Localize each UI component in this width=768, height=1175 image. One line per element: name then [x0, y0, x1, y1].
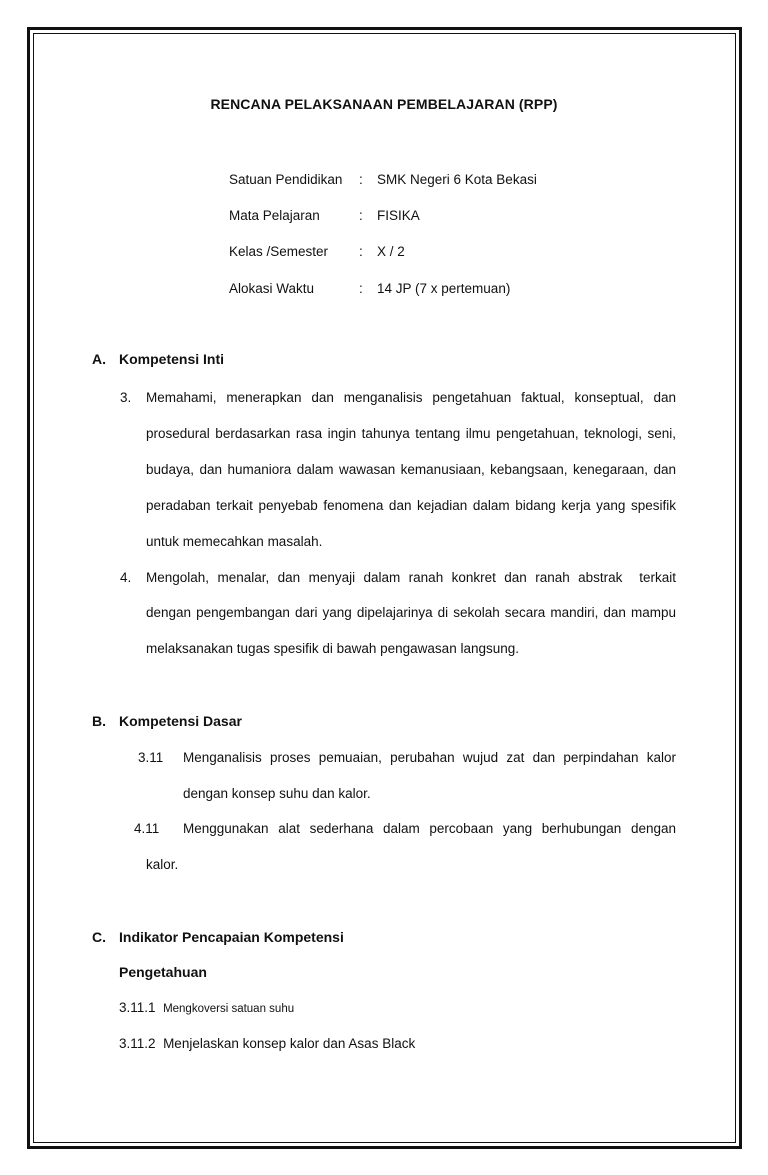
indicator-number: 3.11.1 [119, 1000, 156, 1015]
indicator-text: Menjelaskan konsep kalor dan Asas Black [163, 1036, 416, 1051]
kd-text-line: dengan konsep suhu dan kalor. [183, 786, 371, 801]
identity-value: FISIKA [377, 208, 420, 223]
kd-number: 3.11 [138, 750, 164, 765]
section-letter: B. [92, 713, 106, 729]
identity-colon: : [359, 281, 363, 296]
ki-text-line: dengan pengembangan dari yang dipelajarinya di sekolah secara mandiri, dan mampu [146, 605, 676, 620]
identity-value: 14 JP (7 x pertemuan) [377, 281, 511, 296]
identity-colon: : [359, 172, 363, 187]
section-letter: C. [92, 929, 106, 945]
section-letter: A. [92, 351, 106, 367]
identity-value: X / 2 [377, 244, 405, 259]
identity-label: Kelas /Semester [229, 244, 329, 259]
ki-text-line: Memahami, menerapkan dan menganalisis pengetahuan faktual, konseptual, dan [146, 390, 676, 405]
indicator-number: 3.11.2 [119, 1036, 156, 1051]
ki-number: 4. [120, 570, 132, 585]
identity-colon: : [359, 208, 363, 223]
document-title: RENCANA PELAKSANAAN PEMBELAJARAN (RPP) [210, 96, 558, 112]
ki-text-line: budaya, dan humaniora dalam wawasan kemanusiaan, kebangsaan, kenegaraan, dan [146, 462, 676, 477]
identity-value: SMK Negeri 6 Kota Bekasi [377, 172, 537, 187]
section-a-heading [92, 351, 224, 367]
kd-text-line: kalor. [146, 857, 179, 872]
identity-label: Mata Pelajaran [229, 208, 320, 223]
indicator-text: Mengkoversi satuan suhu [163, 1003, 295, 1015]
section-title: Kompetensi Dasar [119, 713, 242, 729]
ki-text-line: Mengolah, menalar, dan menyaji dalam ranah konkret dan ranah abstrak terkait [146, 570, 676, 585]
section-c-heading [92, 929, 344, 945]
ki-text-line: untuk memecahkan masalah. [146, 534, 323, 549]
kd-text-line: Menganalisis proses pemuaian, perubahan wujud zat dan perpindahan kalor [183, 750, 676, 765]
section-title: Indikator Pencapaian Kompetensi [119, 929, 344, 945]
indicator-item [119, 1036, 415, 1051]
identity-label: Satuan Pendidikan [229, 172, 343, 187]
ki-text-line: prosedural berdasarkan rasa ingin tahunya tentang ilmu pengetahuan, teknologi, seni, [146, 426, 676, 441]
ki-text-line: melaksanakan tugas spesifik di bawah pengawasan langsung. [146, 641, 519, 656]
ki-text-line: peradaban terkait penyebab fenomena dan kejadian dalam bidang kerja yang spesifik [146, 498, 676, 513]
kd-number: 4.11 [134, 821, 160, 836]
subheading-pengetahuan: Pengetahuan [119, 964, 207, 980]
section-title: Kompetensi Inti [119, 351, 225, 367]
indicator-item [119, 1000, 294, 1015]
kd-text-line: Menggunakan alat sederhana dalam percobaan yang berhubungan dengan [183, 821, 676, 836]
section-b-heading [92, 713, 242, 729]
identity-colon: : [359, 244, 363, 259]
identity-label: Alokasi Waktu [229, 281, 315, 296]
ki-number: 3. [120, 390, 132, 405]
